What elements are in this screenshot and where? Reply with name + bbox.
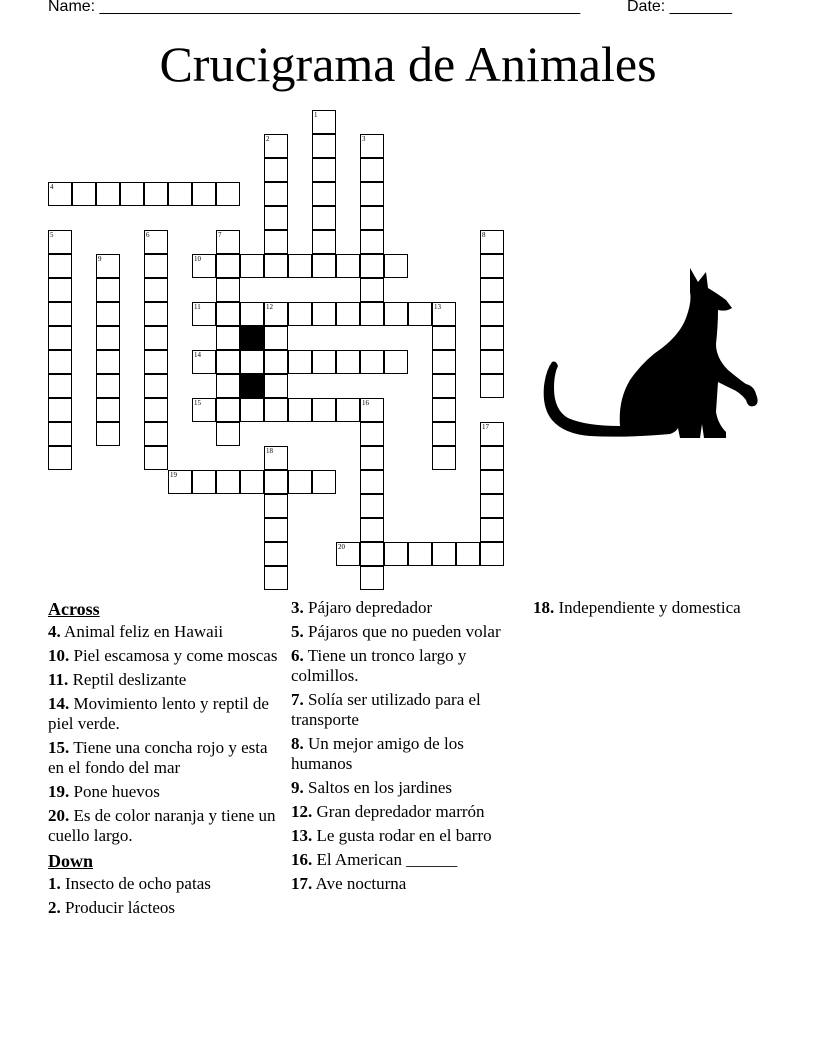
clue-item-number: 19.	[48, 782, 70, 801]
clue-item	[48, 874, 278, 894]
clue-item	[48, 694, 278, 734]
grid-cell[interactable]	[264, 326, 288, 350]
clue-item-number: 17.	[291, 874, 313, 893]
clue-item-text: Producir lácteos	[60, 898, 175, 917]
grid-cell[interactable]	[432, 326, 456, 350]
grid-cell[interactable]	[480, 422, 504, 446]
grid-cell[interactable]	[264, 470, 288, 494]
grid-cell[interactable]	[360, 494, 384, 518]
clue-item	[48, 806, 278, 846]
clue-item-text: Saltos en los jardines	[303, 778, 453, 797]
grid-cell[interactable]	[480, 254, 504, 278]
grid-cell[interactable]	[360, 566, 384, 590]
grid-cell[interactable]	[408, 302, 432, 326]
grid-cell[interactable]	[336, 302, 360, 326]
clue-number: 2	[266, 135, 270, 143]
grid-cell[interactable]	[336, 350, 360, 374]
grid-cell[interactable]	[264, 494, 288, 518]
clue-item	[291, 778, 521, 798]
grid-cell[interactable]	[96, 302, 120, 326]
grid-cell[interactable]	[264, 518, 288, 542]
clue-item-text: Es de color naranja y tiene un cuello largo.	[48, 806, 276, 845]
clue-number: 18	[266, 447, 273, 455]
clue-item-number: 16.	[291, 850, 313, 869]
grid-cell[interactable]	[264, 374, 288, 398]
grid-cell[interactable]	[96, 182, 120, 206]
grid-cell[interactable]	[144, 182, 168, 206]
grid-cell[interactable]	[480, 302, 504, 326]
grid-cell[interactable]	[264, 350, 288, 374]
grid-cell[interactable]	[360, 302, 384, 326]
grid-cell[interactable]	[432, 302, 456, 326]
grid-cell[interactable]	[264, 302, 288, 326]
grid-cell[interactable]	[384, 350, 408, 374]
grid-cell[interactable]	[480, 470, 504, 494]
grid-cell[interactable]	[288, 398, 312, 422]
clue-column-3	[533, 598, 763, 622]
grid-cell[interactable]	[264, 566, 288, 590]
grid-cell[interactable]	[360, 422, 384, 446]
grid-cell[interactable]	[48, 446, 72, 470]
clue-number: 17	[482, 423, 489, 431]
grid-cell[interactable]	[216, 470, 240, 494]
grid-cell[interactable]	[144, 446, 168, 470]
clue-number: 7	[218, 231, 222, 239]
grid-cell[interactable]	[312, 230, 336, 254]
clue-number: 11	[194, 303, 201, 311]
clue-item-text: Tiene una concha rojo y esta en el fondo del mar	[48, 738, 268, 777]
grid-cell[interactable]	[48, 182, 72, 206]
clue-item	[291, 646, 521, 686]
grid-cell[interactable]	[96, 278, 120, 302]
clue-item-text: Independiente y domestica	[554, 598, 741, 617]
page-title: Crucigrama de Animales	[159, 36, 657, 92]
grid-cell[interactable]	[432, 350, 456, 374]
grid-cell[interactable]	[72, 182, 96, 206]
grid-cell[interactable]	[144, 374, 168, 398]
clue-number: 15	[194, 399, 201, 407]
grid-cell[interactable]	[432, 374, 456, 398]
clue-number: 1	[314, 111, 318, 119]
clue-item-text: Gran depredador marrón	[312, 802, 485, 821]
grid-cell[interactable]	[480, 542, 504, 566]
clue-number: 9	[98, 255, 102, 263]
grid-cell[interactable]	[432, 422, 456, 446]
grid-cell[interactable]	[240, 302, 264, 326]
grid-cell[interactable]	[480, 374, 504, 398]
grid-cell[interactable]	[144, 254, 168, 278]
grid-cell[interactable]	[144, 302, 168, 326]
clue-number: 5	[50, 231, 54, 239]
grid-cell[interactable]	[192, 398, 216, 422]
grid-cell[interactable]	[264, 182, 288, 206]
clue-item-text: Movimiento lento y reptil de piel verde.	[48, 694, 269, 733]
clue-item-number: 2.	[48, 898, 61, 917]
grid-cell[interactable]	[48, 278, 72, 302]
grid-cell[interactable]	[216, 326, 240, 350]
grid-cell[interactable]	[48, 326, 72, 350]
grid-cell[interactable]	[480, 278, 504, 302]
clue-item	[291, 850, 521, 870]
grid-cell[interactable]	[480, 230, 504, 254]
clue-item	[291, 802, 521, 822]
clue-column-1	[48, 598, 278, 922]
clue-item-number: 6.	[291, 646, 304, 665]
grid-cell[interactable]	[360, 206, 384, 230]
grid-cell[interactable]	[216, 302, 240, 326]
clue-item-text: Piel escamosa y come moscas	[69, 646, 278, 665]
clue-item-text: Pone huevos	[69, 782, 160, 801]
grid-cell[interactable]	[288, 254, 312, 278]
clue-number: 16	[362, 399, 369, 407]
grid-cell[interactable]	[456, 542, 480, 566]
clue-item-number: 12.	[291, 802, 313, 821]
grid-cell[interactable]	[360, 542, 384, 566]
clue-item	[48, 670, 278, 690]
clue-number: 19	[170, 471, 177, 479]
grid-cell[interactable]	[48, 254, 72, 278]
clue-item	[291, 622, 521, 642]
grid-cell[interactable]	[360, 446, 384, 470]
grid-cell[interactable]	[312, 254, 336, 278]
clue-item	[291, 826, 521, 846]
down-heading: Down	[48, 851, 94, 871]
grid-cell[interactable]	[384, 254, 408, 278]
clue-item-number: 5.	[291, 622, 304, 641]
clue-number: 10	[194, 255, 201, 263]
grid-cell[interactable]	[168, 182, 192, 206]
grid-cell[interactable]	[240, 470, 264, 494]
across-heading: Across	[48, 599, 100, 619]
grid-cell[interactable]	[360, 278, 384, 302]
grid-cell[interactable]	[288, 470, 312, 494]
grid-cell[interactable]	[480, 518, 504, 542]
clue-item-text: Animal feliz en Hawaii	[60, 622, 224, 641]
clue-item	[48, 622, 278, 642]
grid-cell[interactable]	[96, 398, 120, 422]
grid-cell[interactable]	[96, 350, 120, 374]
name-label: Name: ______________________________________________________	[48, 0, 581, 15]
clue-number: 3	[362, 135, 366, 143]
grid-cell[interactable]	[312, 206, 336, 230]
clue-number: 6	[146, 231, 150, 239]
grid-cell[interactable]	[144, 398, 168, 422]
grid-cell[interactable]	[264, 398, 288, 422]
grid-cell[interactable]	[360, 518, 384, 542]
grid-cell[interactable]	[264, 134, 288, 158]
grid-cell[interactable]	[360, 470, 384, 494]
grid-cell[interactable]	[96, 326, 120, 350]
grid-cell[interactable]	[216, 278, 240, 302]
grid-cell[interactable]	[336, 542, 360, 566]
grid-cell[interactable]	[48, 374, 72, 398]
grid-cell[interactable]	[264, 446, 288, 470]
clue-item-number: 20.	[48, 806, 70, 825]
clue-item-text: Pájaros que no pueden volar	[303, 622, 501, 641]
grid-cell[interactable]	[192, 254, 216, 278]
grid-cell[interactable]	[144, 326, 168, 350]
clue-number: 20	[338, 543, 345, 551]
clue-number: 13	[434, 303, 441, 311]
grid-cell[interactable]	[480, 326, 504, 350]
grid-cell[interactable]	[360, 158, 384, 182]
grid-cell[interactable]	[192, 350, 216, 374]
clue-number: 12	[266, 303, 273, 311]
clue-item-text: Un mejor amigo de los humanos	[291, 734, 464, 773]
clue-item	[533, 598, 763, 618]
clue-item-text: Ave nocturna	[312, 874, 407, 893]
grid-cell[interactable]	[408, 542, 432, 566]
grid-cell[interactable]	[288, 350, 312, 374]
grid-cell[interactable]	[216, 182, 240, 206]
grid-cell[interactable]	[264, 254, 288, 278]
grid-cell[interactable]	[96, 374, 120, 398]
clue-item-number: 4.	[48, 622, 61, 641]
grid-cell[interactable]	[432, 398, 456, 422]
grid-cell[interactable]	[48, 422, 72, 446]
grid-cell[interactable]	[360, 350, 384, 374]
grid-cell[interactable]	[48, 302, 72, 326]
grid-cell[interactable]	[288, 302, 312, 326]
grid-cell[interactable]	[192, 302, 216, 326]
clue-number: 8	[482, 231, 486, 239]
clue-item-number: 3.	[291, 598, 304, 617]
grid-cell[interactable]	[480, 494, 504, 518]
grid-cell[interactable]	[312, 110, 336, 134]
clue-item-text: Tiene un tronco largo y colmillos.	[291, 646, 467, 685]
clue-item-number: 8.	[291, 734, 304, 753]
grid-cell[interactable]	[264, 230, 288, 254]
clue-item-text: Pájaro depredador	[303, 598, 433, 617]
grid-cell[interactable]	[144, 230, 168, 254]
grid-cell[interactable]	[312, 470, 336, 494]
grid-cell[interactable]	[312, 398, 336, 422]
grid-cell[interactable]	[360, 398, 384, 422]
clue-item-number: 7.	[291, 690, 304, 709]
grid-cell[interactable]	[336, 398, 360, 422]
grid-cell[interactable]	[480, 350, 504, 374]
grid-cell[interactable]	[360, 182, 384, 206]
grid-cell[interactable]	[384, 542, 408, 566]
grid-cell[interactable]	[312, 158, 336, 182]
date-label: Date: _______	[627, 0, 732, 15]
clue-item-number: 15.	[48, 738, 70, 757]
clue-number: 14	[194, 351, 201, 359]
grid-block	[240, 374, 264, 398]
clue-item	[48, 898, 278, 918]
grid-cell[interactable]	[336, 254, 360, 278]
clue-number: 4	[50, 183, 54, 191]
cat-silhouette-icon	[540, 262, 765, 440]
clue-item	[48, 738, 278, 778]
grid-cell[interactable]	[264, 542, 288, 566]
grid-cell[interactable]	[216, 350, 240, 374]
grid-cell[interactable]	[312, 302, 336, 326]
grid-block	[240, 326, 264, 350]
grid-cell[interactable]	[144, 350, 168, 374]
clue-item	[291, 598, 521, 618]
clue-item-number: 10.	[48, 646, 70, 665]
grid-cell[interactable]	[144, 278, 168, 302]
grid-cell[interactable]	[240, 350, 264, 374]
clue-item-text: Insecto de ocho patas	[60, 874, 211, 893]
grid-cell[interactable]	[144, 422, 168, 446]
grid-cell[interactable]	[360, 230, 384, 254]
clue-item	[291, 690, 521, 730]
clue-item-number: 9.	[291, 778, 304, 797]
grid-cell[interactable]	[360, 254, 384, 278]
grid-cell[interactable]	[192, 182, 216, 206]
clue-item-number: 11.	[48, 670, 69, 689]
clue-item-number: 1.	[48, 874, 61, 893]
grid-cell[interactable]	[216, 374, 240, 398]
grid-cell[interactable]	[432, 542, 456, 566]
clue-item	[291, 874, 521, 894]
clue-item	[291, 734, 521, 774]
grid-cell[interactable]	[96, 422, 120, 446]
grid-cell[interactable]	[192, 470, 216, 494]
grid-cell[interactable]	[48, 230, 72, 254]
clue-item-number: 14.	[48, 694, 70, 713]
grid-cell[interactable]	[312, 350, 336, 374]
clue-item-text: Le gusta rodar en el barro	[312, 826, 492, 845]
grid-cell[interactable]	[240, 398, 264, 422]
grid-cell[interactable]	[96, 254, 120, 278]
grid-cell[interactable]	[432, 446, 456, 470]
grid-cell[interactable]	[312, 134, 336, 158]
grid-cell[interactable]	[480, 446, 504, 470]
grid-cell[interactable]	[48, 350, 72, 374]
clue-item-text: El American ______	[312, 850, 458, 869]
grid-cell[interactable]	[312, 182, 336, 206]
grid-cell[interactable]	[384, 302, 408, 326]
grid-cell[interactable]	[216, 230, 240, 254]
clue-column-2	[291, 598, 521, 898]
grid-cell[interactable]	[120, 182, 144, 206]
clue-item-number: 18.	[533, 598, 555, 617]
grid-cell[interactable]	[216, 398, 240, 422]
grid-cell[interactable]	[360, 134, 384, 158]
clue-item-text: Reptil deslizante	[68, 670, 187, 689]
grid-cell[interactable]	[264, 206, 288, 230]
grid-cell[interactable]	[216, 254, 240, 278]
clue-item-number: 13.	[291, 826, 313, 845]
grid-cell[interactable]	[240, 254, 264, 278]
grid-cell[interactable]	[48, 398, 72, 422]
clue-item	[48, 646, 278, 666]
clue-item-text: Solía ser utilizado para el transporte	[291, 690, 481, 729]
grid-cell[interactable]	[168, 470, 192, 494]
grid-cell[interactable]	[216, 422, 240, 446]
clue-item	[48, 782, 278, 802]
grid-cell[interactable]	[264, 158, 288, 182]
